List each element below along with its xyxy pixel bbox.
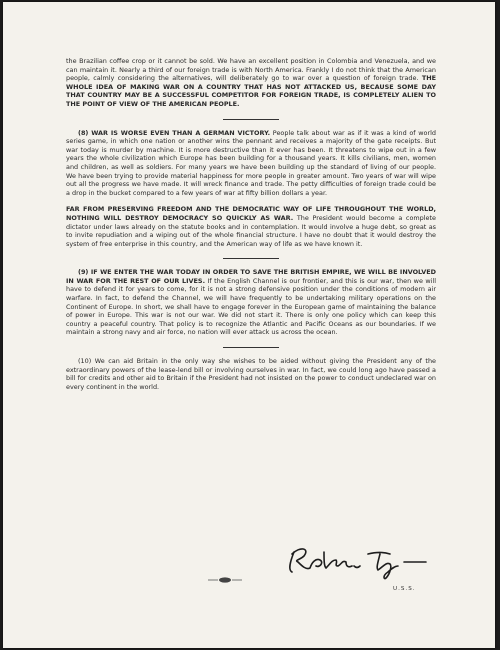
union-label-mark (206, 576, 244, 584)
paragraph-heading: (8) WAR IS WORSE EVEN THAN A GERMAN VICTORY. (78, 128, 271, 137)
handwritten-signature (280, 532, 440, 582)
document-body (66, 57, 436, 391)
signature-title: U.S.S. (393, 586, 416, 592)
paragraph-9 (66, 268, 436, 337)
paragraph-emphasis: THE WHOLE IDEA OF MAKING WAR ON A COUNTRY THAT HAS NOT ATTACKED US, BECAUSE SOME DAY THAT COUNTRY MAY BE A SUCCESSFUL COMPETITOR FOR FOREIGN TRADE, IS COMPLETELY ALIEN TO THE POINT OF VIEW OF THE AMERICAN PEOPLE. (66, 74, 436, 108)
section-divider (223, 347, 279, 348)
paragraph-text: the Brazilian coffee crop or it cannot be sold. We have an excellent position in Colombia and Venezuela, and we can maintain it. Nearly a third of our foreign trade is with North America. Frankly I do not think that the American people, calmly considering the alternatives, will deliberately go to war over a question of foreign trade. (66, 57, 436, 83)
paragraph-foreign-trade (66, 57, 436, 109)
signature-block (280, 532, 440, 592)
section-divider (223, 258, 279, 259)
paragraph-emphasis: FAR FROM PRESERVING FREEDOM AND THE DEMOCRATIC WAY OF LIFE THROUGHOUT THE WORLD, NOTHING WILL DESTROY DEMOCRACY SO QUICKLY AS WAR. (66, 205, 436, 222)
paragraph-10 (66, 357, 436, 391)
paragraph-text: The President would become a complete dictator under laws already on the statute books and in contemplation. It would involve a huge debt, so great as to invite repudiation and a wiping out of the whole financial structure. I have no doubt that it would destroy the system of free enterprise in this country, and the American way of life as we have known it. (66, 213, 436, 248)
paragraph-8 (66, 129, 436, 198)
paragraph-8b (66, 205, 436, 248)
section-divider (223, 119, 279, 120)
paragraph-heading: (9) IF WE ENTER THE WAR TODAY IN ORDER TO SAVE THE BRITISH EMPIRE, WE WILL BE INVOLVED IN WAR FOR THE REST OF OUR LIVES. (66, 268, 436, 285)
paragraph-text: (10) We can aid Britain in the only way she wishes to be aided without giving the President any of the extraordinary powers of the lease-lend bill or involving ourselves in war. In fact, we could long ago have passed a bill for credits and other aid to Britain if the President had not insisted on the power to conduct undeclared war on every continent in the world. (66, 357, 436, 391)
paragraph-text: People talk about war as if it was a kind of world series game, in which one nation or another wins the pennant and receives a majority of the gate receipts. But war today is murder by machine. It is more destructive than it ever has been. It threatens to wipe out in a few years the whole civilization which Europe has been building for a thousand years. It kills civilians, men, women and children, as well as soldiers. For many years we have been building up the standard of living of our people. We have been trying to provide material happiness for more people in greater amount. Two years of war will wipe out all the progress we have made. It will wreck finance and trade. The petty difficulties of foreign trade could be a drop in the bucket compared to a few years of war at fifty billion dollars a year. (66, 128, 436, 197)
paragraph-text: If the English Channel is our frontier, and this is our war, then we will have to defend it for years to come, for it is not a strong defensive position under the conditions of modern air warfare. In fact, to defend the Channel, we will have frequently to be undertaking military operations on the Continent of Europe. In short, we shall have to engage forever in the European game of maintaining the balance of power in Europe. This war is not our war. We did not start it. There is only one policy which can keep this country a peaceful country. That policy is to recognize the Atlantic and Pacific Oceans as our boundaries. If we maintain a strong navy and air force, no nation will ever attack us across the ocean. (66, 276, 436, 337)
